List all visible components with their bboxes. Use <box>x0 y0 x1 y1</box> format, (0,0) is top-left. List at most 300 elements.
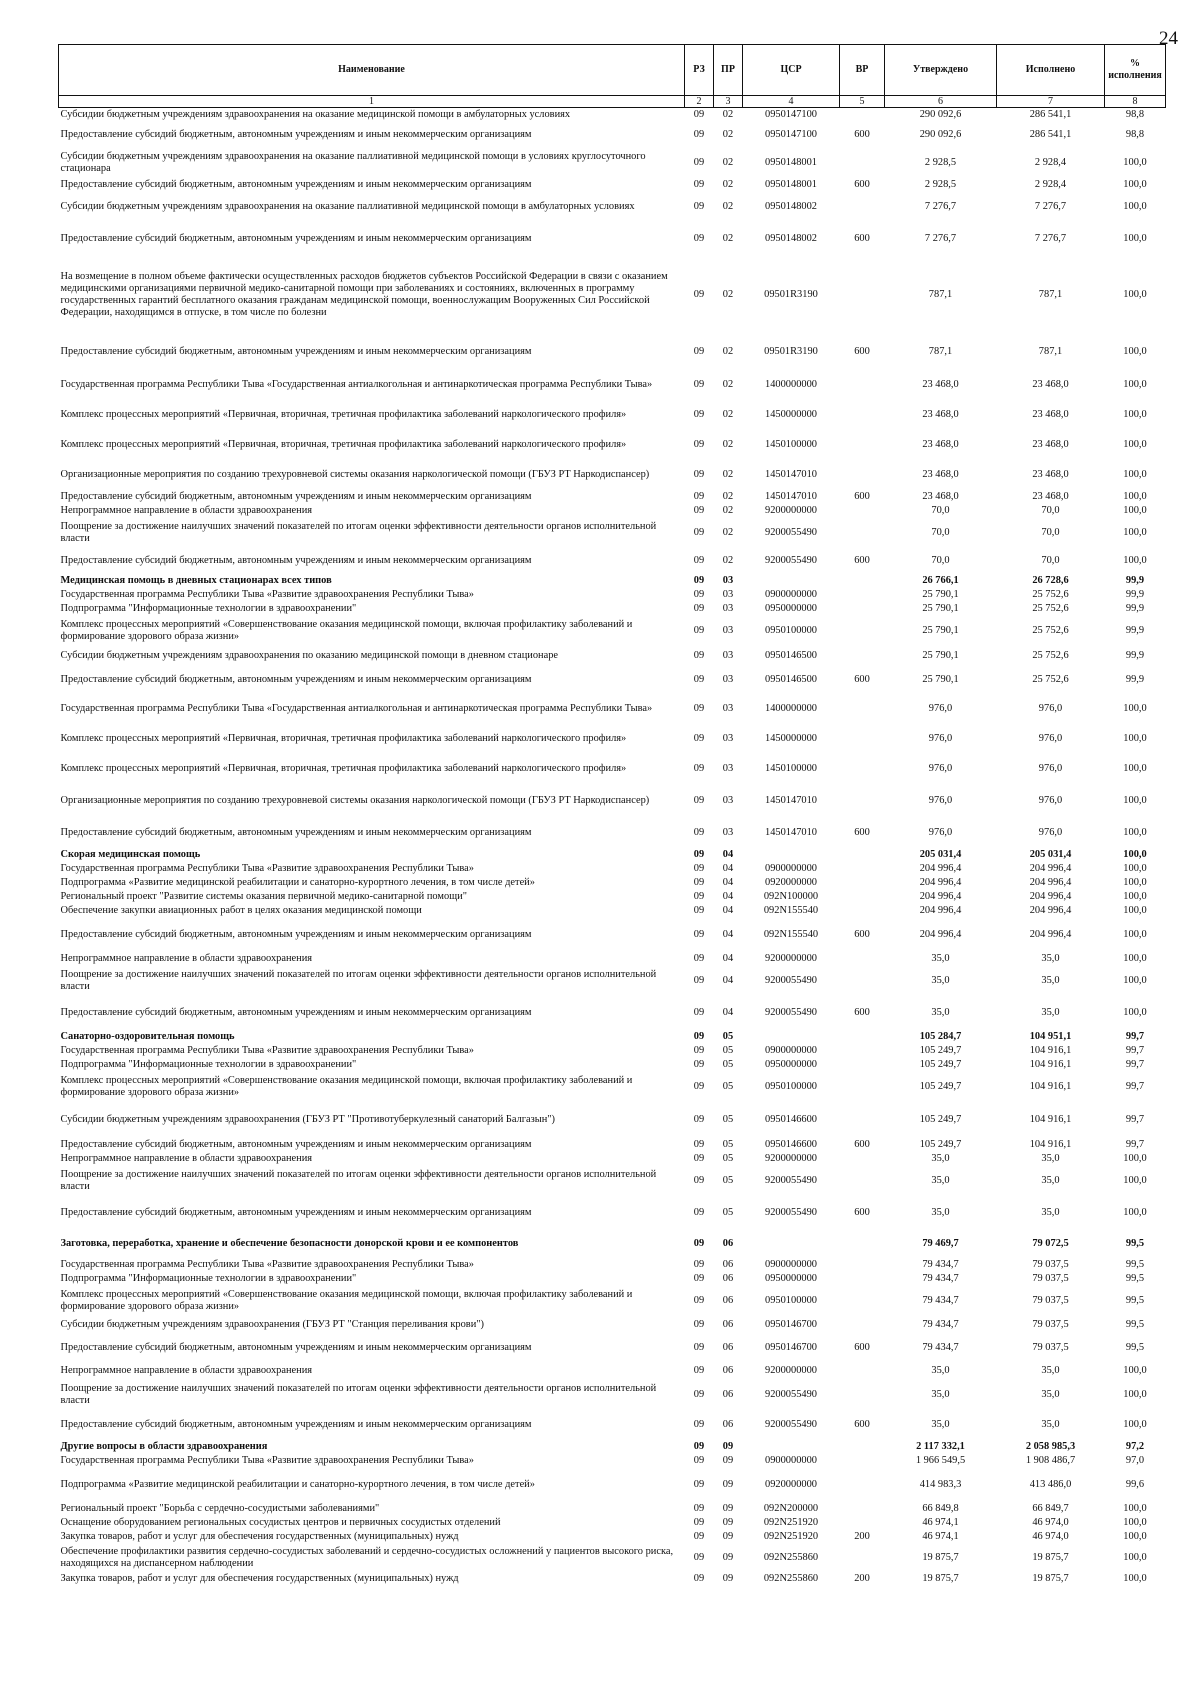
row-pr: 03 <box>722 826 734 838</box>
row-approved: 25 790,1 <box>922 649 959 661</box>
row-name: Предоставление субсидий бюджетным, автономным учреждениям и иным некоммерческим организациям <box>60 928 532 940</box>
row-rz: 09 <box>693 952 705 964</box>
row-rz: 09 <box>693 732 705 744</box>
row-csr: 9200000000 <box>765 952 817 964</box>
row-pr: 03 <box>722 649 734 661</box>
table-row <box>59 918 1166 952</box>
header-percent: % исполнения <box>1105 45 1166 96</box>
row-vr <box>840 108 885 122</box>
row-percent: 100,0 <box>1123 232 1147 244</box>
row-vr <box>840 876 885 890</box>
table-row <box>59 1530 1166 1544</box>
row-percent: 100,0 <box>1123 1152 1147 1164</box>
table-row <box>59 1362 1166 1380</box>
row-name: Заготовка, переработка, хранение и обеспечение безопасности донорской крови и ее компонентов <box>60 1237 519 1249</box>
row-csr: 0950146600 <box>765 1113 817 1125</box>
row-executed: 66 849,7 <box>1032 1502 1069 1514</box>
row-approved: 79 434,7 <box>922 1294 959 1306</box>
row-vr <box>840 966 885 996</box>
row-name: Предоставление субсидий бюджетным, автономным учреждениям и иным некоммерческим организациям <box>60 1206 532 1218</box>
row-approved: 23 468,0 <box>922 438 959 450</box>
row-executed: 25 752,6 <box>1032 649 1069 661</box>
row-csr: 09501R3190 <box>764 345 818 357</box>
row-vr <box>840 430 885 460</box>
row-name: Непрограммное направление в области здравоохранения <box>60 504 313 516</box>
row-approved: 105 284,7 <box>919 1030 962 1042</box>
row-rz: 09 <box>693 526 705 538</box>
row-pr: 04 <box>722 890 734 902</box>
row-name: Государственная программа Республики Тыва «Развитие здравоохранения Республики Тыва» <box>60 862 474 874</box>
table-row <box>59 1440 1166 1454</box>
row-approved: 70,0 <box>931 554 950 566</box>
row-pr: 05 <box>722 1080 734 1092</box>
row-pr: 03 <box>722 602 734 614</box>
table-row <box>59 1044 1166 1058</box>
row-name: Государственная программа Республики Тыва «Развитие здравоохранения Республики Тыва» <box>60 1044 474 1056</box>
row-csr: 1400000000 <box>765 378 817 390</box>
row-csr: 0900000000 <box>765 588 817 600</box>
row-approved: 204 996,4 <box>919 904 962 916</box>
table-row <box>59 178 1166 192</box>
row-executed: 46 974,0 <box>1032 1530 1069 1542</box>
row-pr: 04 <box>722 904 734 916</box>
row-executed: 976,0 <box>1038 762 1063 774</box>
table-row <box>59 1072 1166 1102</box>
row-csr: 9200055490 <box>765 526 817 538</box>
row-approved: 204 996,4 <box>919 928 962 940</box>
row-pr: 06 <box>722 1258 734 1270</box>
row-csr: 0950148001 <box>765 178 817 190</box>
row-csr: 0950000000 <box>765 1058 817 1070</box>
table-row <box>59 1380 1166 1410</box>
row-csr: 9200000000 <box>765 1152 817 1164</box>
table-row <box>59 256 1166 334</box>
row-executed: 23 468,0 <box>1032 438 1069 450</box>
row-csr: 0950148001 <box>765 156 817 168</box>
row-rz: 09 <box>693 1044 705 1056</box>
row-approved: 105 249,7 <box>919 1080 962 1092</box>
row-vr <box>840 1102 885 1138</box>
row-name: Комплекс процессных мероприятий «Совершенствование оказания медицинской помощи, включая профилактику заболеваний и формирование здорового образа жизни» <box>60 618 633 642</box>
row-csr: 1450100000 <box>765 762 817 774</box>
row-rz: 09 <box>693 876 705 888</box>
row-csr: 092N251920 <box>763 1516 819 1528</box>
table-row <box>59 588 1166 602</box>
row-pr: 04 <box>722 952 734 964</box>
row-rz: 09 <box>693 624 705 636</box>
row-csr: 0950100000 <box>765 624 817 636</box>
row-name: Государственная программа Республики Тыва «Развитие здравоохранения Республики Тыва» <box>60 1258 474 1270</box>
table-row <box>59 996 1166 1030</box>
row-percent: 100,0 <box>1123 762 1147 774</box>
row-csr: 092N155540 <box>763 904 819 916</box>
row-vr <box>840 1544 885 1572</box>
table-row <box>59 1030 1166 1044</box>
table-row <box>59 1334 1166 1362</box>
row-csr <box>743 848 840 862</box>
row-csr: 09501R3190 <box>764 288 818 300</box>
row-percent: 99,6 <box>1125 1478 1145 1490</box>
budget-execution-table <box>58 44 1166 1586</box>
row-approved: 414 983,3 <box>919 1478 962 1490</box>
row-rz: 09 <box>693 1440 705 1452</box>
row-name: Субсидии бюджетным учреждениям здравоохранения по оказанию медицинской помощи в дневном стационаре <box>60 649 559 661</box>
row-pr: 05 <box>722 1044 734 1056</box>
row-pr: 02 <box>722 468 734 480</box>
row-vr <box>840 784 885 818</box>
table-row <box>59 490 1166 504</box>
row-csr: 9200000000 <box>765 504 817 516</box>
row-name: Подпрограмма "Информационные технологии в здравоохранении" <box>60 1272 357 1284</box>
row-executed: 25 752,6 <box>1032 602 1069 614</box>
row-approved: 2 928,5 <box>924 156 957 168</box>
row-percent: 99,7 <box>1125 1058 1145 1070</box>
row-rz: 09 <box>693 1572 705 1584</box>
column-number: 8 <box>1105 96 1166 108</box>
row-vr <box>840 1258 885 1272</box>
row-csr: 0950000000 <box>765 602 817 614</box>
row-pr: 05 <box>722 1138 734 1150</box>
column-number: 1 <box>59 96 685 108</box>
row-vr <box>840 848 885 862</box>
row-pr: 02 <box>722 438 734 450</box>
row-pr: 09 <box>722 1478 734 1490</box>
row-pr: 02 <box>722 526 734 538</box>
row-csr: 9200055490 <box>765 1206 817 1218</box>
row-pr: 04 <box>722 928 734 940</box>
header-rz: РЗ <box>685 45 714 96</box>
row-percent: 100,0 <box>1123 345 1147 357</box>
row-pr: 06 <box>722 1388 734 1400</box>
table-row <box>59 1544 1166 1572</box>
row-name: Комплекс процессных мероприятий «Первичная, вторичная, третичная профилактика заболеваний наркологического профиля» <box>60 408 627 420</box>
row-approved: 204 996,4 <box>919 862 962 874</box>
column-number: 5 <box>840 96 885 108</box>
row-vr: 600 <box>854 826 870 838</box>
row-name: Подпрограмма "Информационные технологии в здравоохранении" <box>60 1058 357 1070</box>
row-name: Поощрение за достижение наилучших значений показателей по итогам оценки эффективности деятельности органов исполнительной власти <box>60 520 657 544</box>
row-percent: 100,0 <box>1123 178 1147 190</box>
table-row <box>59 694 1166 724</box>
row-approved: 25 790,1 <box>922 602 959 614</box>
row-pr: 03 <box>722 673 734 685</box>
row-pr: 03 <box>722 574 734 586</box>
row-rz: 09 <box>693 974 705 986</box>
row-vr: 600 <box>854 673 870 685</box>
table-header-row <box>59 45 1166 96</box>
row-rz: 09 <box>693 438 705 450</box>
table-row <box>59 1454 1166 1468</box>
row-executed: 976,0 <box>1038 826 1063 838</box>
row-name: Субсидии бюджетным учреждениям здравоохранения (ГБУЗ РТ "Станция переливания крови") <box>60 1318 484 1330</box>
row-csr: 9200055490 <box>765 1418 817 1430</box>
row-approved: 787,1 <box>928 345 953 357</box>
row-csr: 9200055490 <box>765 1388 817 1400</box>
row-executed: 25 752,6 <box>1032 588 1069 600</box>
row-executed: 787,1 <box>1038 288 1063 300</box>
row-name: Государственная программа Республики Тыва «Развитие здравоохранения Республики Тыва» <box>60 588 474 600</box>
row-percent: 99,7 <box>1125 1113 1145 1125</box>
row-csr <box>743 1440 840 1454</box>
row-approved: 290 092,6 <box>919 128 962 140</box>
column-number: 3 <box>714 96 743 108</box>
row-vr: 600 <box>854 490 870 502</box>
row-percent: 100,0 <box>1123 974 1147 986</box>
row-percent: 100,0 <box>1123 1530 1147 1542</box>
row-pr: 06 <box>722 1318 734 1330</box>
table-row <box>59 724 1166 754</box>
row-executed: 7 276,7 <box>1034 200 1067 212</box>
row-executed: 79 037,5 <box>1032 1341 1069 1353</box>
row-pr: 05 <box>722 1113 734 1125</box>
row-name: Поощрение за достижение наилучших значений показателей по итогам оценки эффективности деятельности органов исполнительной власти <box>60 1382 657 1406</box>
row-percent: 100,0 <box>1123 1364 1147 1376</box>
row-vr <box>840 952 885 966</box>
row-csr: 1450147010 <box>765 826 817 838</box>
row-name: Непрограммное направление в области здравоохранения <box>60 952 313 964</box>
row-csr: 1450000000 <box>765 732 817 744</box>
row-executed: 19 875,7 <box>1032 1572 1069 1584</box>
row-approved: 976,0 <box>928 794 953 806</box>
row-percent: 99,9 <box>1125 588 1145 600</box>
row-percent: 100,0 <box>1123 702 1147 714</box>
row-vr <box>840 400 885 430</box>
row-percent: 99,7 <box>1125 1044 1145 1056</box>
row-rz: 09 <box>693 288 705 300</box>
row-pr: 06 <box>722 1294 734 1306</box>
row-percent: 99,9 <box>1125 649 1145 661</box>
row-rz: 09 <box>693 1551 705 1563</box>
row-pr: 09 <box>722 1551 734 1563</box>
row-approved: 35,0 <box>931 1006 950 1018</box>
row-approved: 46 974,1 <box>922 1516 959 1528</box>
row-executed: 976,0 <box>1038 794 1063 806</box>
row-pr: 02 <box>722 378 734 390</box>
row-csr: 092N251920 <box>763 1530 819 1542</box>
row-csr: 1450147010 <box>765 490 817 502</box>
row-pr: 05 <box>722 1058 734 1070</box>
row-vr: 600 <box>854 178 870 190</box>
row-executed: 204 996,4 <box>1029 862 1072 874</box>
row-name: Субсидии бюджетным учреждениям здравоохранения на оказание паллиативной медицинской помощи в амбулаторных условиях <box>60 200 635 212</box>
row-executed: 46 974,0 <box>1032 1516 1069 1528</box>
row-vr: 600 <box>854 1206 870 1218</box>
row-executed: 104 916,1 <box>1029 1058 1072 1070</box>
row-percent: 98,8 <box>1125 108 1145 120</box>
row-name: Региональный проект "Борьба с сердечно-сосудистыми заболеваниями" <box>60 1502 380 1514</box>
row-vr <box>840 1230 885 1258</box>
row-rz: 09 <box>693 1388 705 1400</box>
row-vr <box>840 1516 885 1530</box>
row-vr <box>840 148 885 178</box>
header-pr: ПР <box>714 45 743 96</box>
row-pr: 09 <box>722 1572 734 1584</box>
row-rz: 09 <box>693 826 705 838</box>
row-percent: 100,0 <box>1123 1006 1147 1018</box>
row-pr: 02 <box>722 408 734 420</box>
row-executed: 25 752,6 <box>1032 673 1069 685</box>
table-row <box>59 966 1166 996</box>
row-percent: 100,0 <box>1123 876 1147 888</box>
row-vr <box>840 574 885 588</box>
row-vr <box>840 1286 885 1316</box>
row-percent: 99,5 <box>1125 1237 1145 1249</box>
row-name: Поощрение за достижение наилучших значений показателей по итогам оценки эффективности деятельности органов исполнительной власти <box>60 1168 657 1192</box>
row-name: Организационные мероприятия по созданию трехуровневой системы оказания наркологической помощи (ГБУЗ РТ Наркодиспансер) <box>60 794 650 806</box>
row-pr: 03 <box>722 624 734 636</box>
row-vr <box>840 460 885 490</box>
header-approved: Утверждено <box>885 45 997 96</box>
row-approved: 35,0 <box>931 1388 950 1400</box>
row-pr: 06 <box>722 1341 734 1353</box>
row-pr: 06 <box>722 1364 734 1376</box>
row-executed: 35,0 <box>1041 1152 1060 1164</box>
row-rz: 09 <box>693 1530 705 1542</box>
row-percent: 100,0 <box>1123 288 1147 300</box>
row-percent: 100,0 <box>1123 1502 1147 1514</box>
column-number-row <box>59 96 1166 108</box>
row-approved: 23 468,0 <box>922 408 959 420</box>
row-percent: 99,7 <box>1125 1030 1145 1042</box>
row-percent: 100,0 <box>1123 526 1147 538</box>
row-executed: 26 728,6 <box>1032 574 1069 586</box>
row-csr: 1450000000 <box>765 408 817 420</box>
row-percent: 100,0 <box>1123 890 1147 902</box>
row-name: Государственная программа Республики Тыва «Государственная антиалкогольная и антинаркотическая программа Республики Тыва» <box>60 702 653 714</box>
row-rz: 09 <box>693 762 705 774</box>
row-vr: 200 <box>854 1530 870 1542</box>
row-executed: 7 276,7 <box>1034 232 1067 244</box>
column-number: 7 <box>997 96 1105 108</box>
table-row <box>59 1572 1166 1586</box>
table-row <box>59 862 1166 876</box>
table-row <box>59 548 1166 574</box>
row-name: Предоставление субсидий бюджетным, автономным учреждениям и иным некоммерческим организациям <box>60 1418 532 1430</box>
row-pr: 06 <box>722 1418 734 1430</box>
row-rz: 09 <box>693 862 705 874</box>
row-executed: 2 058 985,3 <box>1025 1440 1076 1452</box>
row-approved: 79 434,7 <box>922 1258 959 1270</box>
header-vr: ВР <box>840 45 885 96</box>
row-name: Предоставление субсидий бюджетным, автономным учреждениям и иным некоммерческим организациям <box>60 232 532 244</box>
row-approved: 25 790,1 <box>922 588 959 600</box>
row-approved: 105 249,7 <box>919 1058 962 1070</box>
row-executed: 104 916,1 <box>1029 1044 1072 1056</box>
row-executed: 204 996,4 <box>1029 890 1072 902</box>
row-pr: 02 <box>722 504 734 516</box>
row-percent: 100,0 <box>1123 1206 1147 1218</box>
row-vr <box>840 518 885 548</box>
row-csr: 0950146600 <box>765 1138 817 1150</box>
row-csr: 1450147010 <box>765 468 817 480</box>
row-percent: 97,0 <box>1125 1454 1145 1466</box>
row-pr: 09 <box>722 1454 734 1466</box>
row-percent: 99,5 <box>1125 1318 1145 1330</box>
table-row <box>59 1316 1166 1334</box>
row-rz: 09 <box>693 602 705 614</box>
table-row <box>59 1516 1166 1530</box>
row-rz: 09 <box>693 1341 705 1353</box>
table-row <box>59 1058 1166 1072</box>
row-rz: 09 <box>693 1318 705 1330</box>
row-vr: 600 <box>854 1138 870 1150</box>
table-row <box>59 1410 1166 1440</box>
row-rz: 09 <box>693 1454 705 1466</box>
row-vr <box>840 1380 885 1410</box>
row-executed: 104 916,1 <box>1029 1138 1072 1150</box>
table-row <box>59 460 1166 490</box>
row-rz: 09 <box>693 408 705 420</box>
row-approved: 976,0 <box>928 826 953 838</box>
row-csr: 0950146500 <box>765 649 817 661</box>
row-approved: 66 849,8 <box>922 1502 959 1514</box>
row-csr: 9200055490 <box>765 974 817 986</box>
row-name: Предоставление субсидий бюджетным, автономным учреждениям и иным некоммерческим организациям <box>60 554 532 566</box>
row-vr <box>840 1166 885 1196</box>
row-csr: 1450147010 <box>765 794 817 806</box>
row-percent: 99,7 <box>1125 1080 1145 1092</box>
row-approved: 2 117 332,1 <box>916 1440 965 1452</box>
row-approved: 25 790,1 <box>922 624 959 636</box>
row-name: Скорая медицинская помощь <box>60 848 201 860</box>
row-name: Субсидии бюджетным учреждениям здравоохранения на оказание медицинской помощи в амбулаторных условиях <box>60 108 571 120</box>
row-rz: 09 <box>693 1272 705 1284</box>
table-row <box>59 192 1166 222</box>
row-percent: 100,0 <box>1123 378 1147 390</box>
row-vr <box>840 602 885 616</box>
row-csr: 0920000000 <box>765 1478 817 1490</box>
row-csr <box>743 574 840 588</box>
row-executed: 23 468,0 <box>1032 408 1069 420</box>
row-percent: 100,0 <box>1123 408 1147 420</box>
row-approved: 46 974,1 <box>922 1530 959 1542</box>
row-vr <box>840 504 885 518</box>
row-name: Подпрограмма "Информационные технологии в здравоохранении" <box>60 602 357 614</box>
row-rz: 09 <box>693 232 705 244</box>
row-pr: 09 <box>722 1502 734 1514</box>
row-executed: 79 037,5 <box>1032 1318 1069 1330</box>
row-percent: 99,9 <box>1125 624 1145 636</box>
row-rz: 09 <box>693 890 705 902</box>
row-approved: 35,0 <box>931 1206 950 1218</box>
table-row <box>59 430 1166 460</box>
row-rz: 09 <box>693 128 705 140</box>
row-executed: 204 996,4 <box>1029 876 1072 888</box>
row-rz: 09 <box>693 588 705 600</box>
row-approved: 25 790,1 <box>922 673 959 685</box>
row-vr <box>840 256 885 334</box>
row-rz: 09 <box>693 794 705 806</box>
row-approved: 35,0 <box>931 1174 950 1186</box>
row-name: Непрограммное направление в области здравоохранения <box>60 1364 313 1376</box>
table-row <box>59 1286 1166 1316</box>
row-rz: 09 <box>693 1006 705 1018</box>
row-name: Предоставление субсидий бюджетным, автономным учреждениям и иным некоммерческим организациям <box>60 1341 532 1353</box>
row-percent: 100,0 <box>1123 732 1147 744</box>
row-pr: 05 <box>722 1206 734 1218</box>
row-name: Предоставление субсидий бюджетным, автономным учреждениям и иным некоммерческим организациям <box>60 128 532 140</box>
table-row <box>59 148 1166 178</box>
row-name: Подпрограмма «Развитие медицинской реабилитации и санаторно-курортного лечения, в том числе детей» <box>60 1478 535 1490</box>
row-approved: 7 276,7 <box>924 200 957 212</box>
row-pr: 02 <box>722 490 734 502</box>
row-executed: 104 916,1 <box>1029 1113 1072 1125</box>
row-executed: 35,0 <box>1041 974 1060 986</box>
row-vr <box>840 1152 885 1166</box>
row-executed: 35,0 <box>1041 1388 1060 1400</box>
row-vr <box>840 1468 885 1502</box>
row-approved: 19 875,7 <box>922 1572 959 1584</box>
